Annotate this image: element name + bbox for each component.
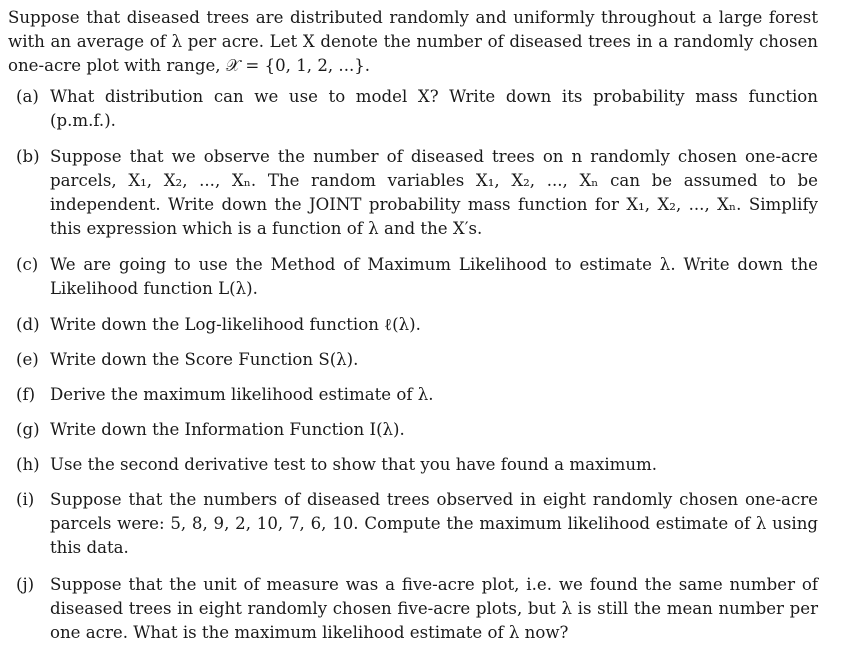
- question-item-i: [8, 488, 818, 560]
- question-label: (h): [16, 455, 40, 474]
- problem-intro: Suppose that diseased trees are distributed randomly and uniformly throughout a large forest with an average of λ per acre. Let X denote the number of diseased trees in a randomly chosen one-acre plot with range, 𝒳 = {0, 1, 2, ...}.: [8, 8, 818, 75]
- question-label: (a): [16, 87, 39, 106]
- question-item-d: [8, 313, 818, 337]
- question-text: Derive the maximum likelihood estimate of λ.: [50, 385, 434, 404]
- question-item-j: [8, 573, 818, 645]
- question-item-e: [8, 348, 818, 372]
- question-item-c: [8, 253, 818, 301]
- question-label: (b): [16, 147, 40, 166]
- question-text: Suppose that the numbers of diseased trees observed in eight randomly chosen one-acre parcels were: 5, 8, 9, 2, 10, 7, 6, 10. Compute the maximum likelihood estimate of λ using this data.: [50, 490, 818, 557]
- question-item-h: [8, 453, 818, 477]
- question-text: Write down the Information Function I(λ).: [50, 420, 405, 439]
- question-text: Write down the Log-likelihood function ℓ(λ).: [50, 315, 421, 334]
- question-item-b: [8, 145, 818, 241]
- question-label: (e): [16, 350, 39, 369]
- question-text: What distribution can we use to model X? Write down its probability mass function (p.m.f.).: [50, 87, 818, 130]
- question-label: (j): [16, 575, 35, 594]
- question-text: Suppose that the unit of measure was a five-acre plot, i.e. we found the same number of diseased trees in eight randomly chosen five-acre plots, but λ is still the mean number per one acre. What is the maximum likelihood estimate of λ now?: [50, 575, 818, 642]
- question-list: [8, 85, 818, 645]
- question-label: (f): [16, 385, 36, 404]
- question-item-a: [8, 85, 818, 133]
- question-label: (i): [16, 490, 35, 509]
- question-text: Use the second derivative test to show that you have found a maximum.: [50, 455, 658, 474]
- question-item-f: [8, 383, 818, 407]
- question-text: Write down the Score Function S(λ).: [50, 350, 359, 369]
- question-label: (c): [16, 255, 39, 274]
- question-text: Suppose that we observe the number of diseased trees on n randomly chosen one-acre parcels, X₁, X₂, ..., Xₙ. The random variables X₁, X₂, ..., Xₙ can be assumed to be independent. Write down the JOINT probability mass function for X₁, X₂, ..., Xₙ. Simplify this expression which is a function of λ and the X′s.: [50, 147, 818, 238]
- question-item-g: [8, 418, 818, 442]
- question-label: (g): [16, 420, 40, 439]
- question-label: (d): [16, 315, 40, 334]
- question-text: We are going to use the Method of Maximum Likelihood to estimate λ. Write down the Likelihood function L(λ).: [50, 255, 818, 298]
